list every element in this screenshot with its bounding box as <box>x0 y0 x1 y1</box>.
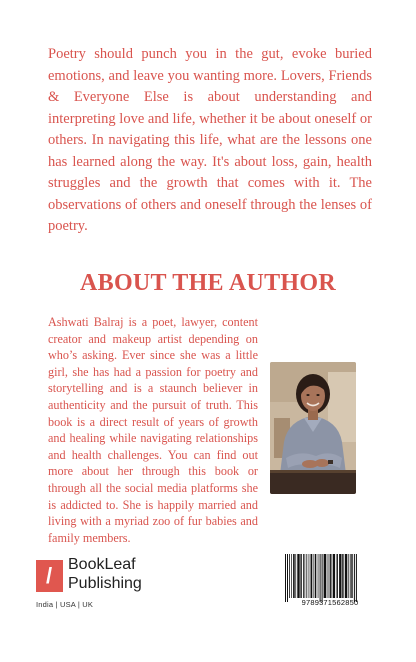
barcode-bar <box>348 554 349 598</box>
barcode-bar <box>351 554 352 598</box>
barcode-bar <box>291 554 292 598</box>
barcode-bar <box>339 554 341 598</box>
barcode-bar <box>297 554 299 598</box>
barcode-bar <box>293 554 295 598</box>
barcode-bar <box>313 554 314 598</box>
barcode-bar <box>329 554 330 598</box>
barcode-bar <box>300 554 301 598</box>
barcode-bar <box>324 554 326 598</box>
barcode-bar <box>350 554 351 598</box>
barcode-bar <box>318 554 319 598</box>
barcode-bar <box>287 554 288 602</box>
back-cover-blurb: Poetry should punch you in the gut, evoke buried emotions, and leave you wanting more. Lovers, Friends & Everyone Else is about understanding and interpreting love and life, whether it be about oneself or others. In navigating this life, what are the lessons one has learned along the way. It's about loss, gain, health struggles and the growth that comes with it. The observations of others and oneself through the lenses of poetry. <box>48 46 372 234</box>
barcode-bar <box>303 554 304 598</box>
barcode-bar <box>322 554 323 602</box>
author-photo <box>270 362 356 494</box>
isbn-number: 9789371562850 <box>301 598 359 607</box>
barcode-bar <box>330 554 331 598</box>
barcode-bar <box>309 554 310 598</box>
barcode-bar <box>356 554 357 602</box>
barcode-bar <box>295 554 296 598</box>
about-author-heading: ABOUT THE AUTHOR <box>80 270 336 296</box>
barcode-bar <box>333 554 335 598</box>
barcode-bar <box>342 554 343 598</box>
publisher-regions: India | USA | UK <box>36 600 94 609</box>
barcode-bar <box>337 554 338 598</box>
barcode-bar <box>320 554 321 602</box>
barcode-bar <box>305 554 306 598</box>
barcode-bar <box>311 554 313 598</box>
barcode-bar <box>345 554 347 598</box>
barcode-bar <box>285 554 286 602</box>
barcode-bar <box>289 554 290 598</box>
publisher-name-line2: Publishing <box>68 575 142 592</box>
publisher-mark-glyph: / <box>46 563 53 588</box>
barcode-bar <box>354 554 355 602</box>
publisher-mark-icon <box>36 560 63 592</box>
barcode-bar <box>327 554 328 598</box>
author-portrait-illustration <box>270 362 356 494</box>
author-bio: Ashwati Balraj is a poet, lawyer, content creator and makeup artist depending on who’s asking. Ever since she was a little girl, she has had a passion for poetry and storytelling and is a staunch believer in authenticity and the pursuit of truth. This book is a direct result of years of growth and healing while navigating relationships and health challenges. You can find out more about her through this book or through all the social media platforms she is addicted to. She is happily married and living with a myriad zoo of fur babies and family members. <box>48 315 258 545</box>
barcode-bar <box>315 554 317 598</box>
publisher-logo <box>36 556 176 612</box>
publisher-name-line1: BookLeaf <box>68 556 136 573</box>
barcode-bar <box>306 554 307 598</box>
